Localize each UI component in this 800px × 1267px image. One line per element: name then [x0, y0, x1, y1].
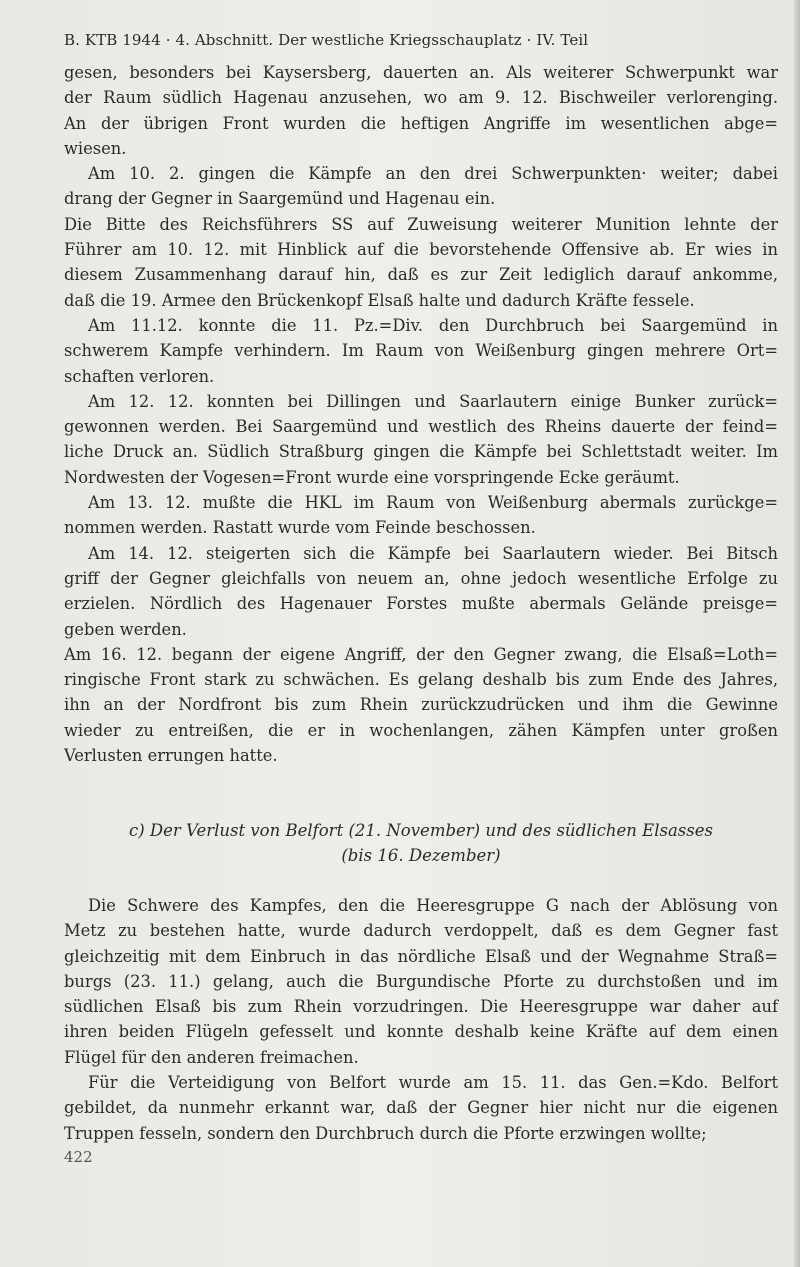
text-line: drang der Gegner in Saargemünd und Hagenau ein. — [64, 189, 496, 209]
paragraph — [64, 60, 778, 161]
text-line: griff der Gegner gleichfalls von neuem an, ohne jedoch wesentliche Erfolge zu — [64, 568, 778, 588]
text-line: ihn an der Nordfront bis zum Rhein zurückzudrücken und ihm die Gewinne — [64, 695, 778, 715]
running-header: B. KTB 1944 · 4. Abschnitt. Der westliche Kriegsschauplatz · IV. Teil — [64, 31, 589, 49]
text-line: Nordwesten der Vogesen=Front wurde eine vorspringende Ecke geräumt. — [64, 467, 680, 487]
text-line: nommen werden. Rastatt wurde vom Feinde beschossen. — [64, 518, 536, 538]
paragraph — [64, 313, 778, 389]
section-heading-line-1: c) Der Verlust von Belfort (21. November) und des südlichen Elsasses — [129, 821, 713, 840]
text-line: gebildet, da nunmehr erkannt war, daß der Gegner hier nicht nur die eigenen — [64, 1098, 778, 1118]
text-line: gesen, besonders bei Kaysersberg, dauerten an. Als weiterer Schwerpunkt war — [64, 63, 778, 82]
text-line: wiesen. — [64, 138, 127, 158]
text-line: Am 14. 12. steigerten sich die Kämpfe bei Saarlautern wieder. Bei Bitsch — [88, 543, 778, 563]
text-line: Flügel für den anderen freimachen. — [64, 1047, 359, 1067]
text-line: liche Druck an. Südlich Straßburg gingen die Kämpfe bei Schlettstadt weiter. Im — [64, 442, 778, 462]
paragraph — [64, 541, 778, 642]
text-line: Für die Verteidigung von Belfort wurde am 15. 11. das Gen.=Kdo. Belfort — [88, 1073, 778, 1093]
text-line: An der übrigen Front wurden die heftigen Angriffe im wesentlichen abge= — [64, 113, 778, 133]
text-line: ringische Front stark zu schwächen. Es gelang deshalb bis zum Ende des Jahres, — [64, 670, 778, 690]
text-line: geben werden. — [64, 619, 187, 639]
text-line: Metz zu bestehen hatte, wurde dadurch verdoppelt, daß es dem Gegner fast — [64, 921, 778, 941]
text-line: Am 16. 12. begann der eigene Angriff, der den Gegner zwang, die Elsaß=Loth= — [64, 644, 778, 664]
body-text-section-1 — [64, 60, 778, 768]
paragraph — [64, 212, 778, 313]
text-line: Truppen fesseln, sondern den Durchbruch durch die Pforte erzwingen wollte; — [64, 1123, 707, 1143]
paragraph — [64, 1070, 778, 1146]
text-line: wieder zu entreißen, die er in wochenlangen, zähen Kämpfen unter großen — [64, 720, 778, 740]
page-edge-shadow — [794, 0, 800, 1267]
text-line: Am 13. 12. mußte die HKL im Raum von Weißenburg abermals zurückge= — [88, 493, 778, 513]
text-line: Führer am 10. 12. mit Hinblick auf die bevorstehende Offensive ab. Er wies in — [64, 240, 778, 260]
text-line: Die Schwere des Kampfes, den die Heeresgruppe G nach der Ablösung von — [88, 896, 778, 915]
section-heading — [64, 818, 778, 869]
text-line: Verlusten errungen hatte. — [64, 746, 278, 766]
page-number: 422 — [64, 1148, 93, 1166]
paragraph — [64, 893, 778, 1070]
text-line: südlichen Elsaß bis zum Rhein vorzudringen. Die Heeresgruppe war daher auf — [64, 997, 778, 1017]
text-line: Die Bitte des Reichsführers SS auf Zuweisung weiterer Munition lehnte der — [64, 214, 778, 234]
paragraph — [64, 389, 778, 490]
text-line: daß die 19. Armee den Brückenkopf Elsaß halte und dadurch Kräfte fessele. — [64, 290, 695, 310]
text-line: burgs (23. 11.) gelang, auch die Burgundische Pforte zu durchstoßen und im — [64, 971, 778, 991]
paragraph — [64, 642, 778, 768]
text-line: ihren beiden Flügeln gefesselt und konnte deshalb keine Kräfte auf dem einen — [64, 1022, 778, 1042]
text-line: erzielen. Nördlich des Hagenauer Forstes mußte abermals Gelände preisge= — [64, 594, 778, 614]
paragraph — [64, 161, 778, 212]
text-line: gewonnen werden. Bei Saargemünd und westlich des Rheins dauerte der feind= — [64, 417, 778, 437]
text-line: Am 10. 2. gingen die Kämpfe an den drei Schwerpunkten· weiter; dabei — [88, 164, 778, 184]
text-line: Am 11.12. konnte die 11. Pz.=Div. den Durchbruch bei Saargemünd in — [88, 315, 778, 335]
text-line: Am 12. 12. konnten bei Dillingen und Saarlautern einige Bunker zurück= — [88, 391, 778, 411]
body-text-section-2 — [64, 893, 778, 1146]
section-heading-line-2: (bis 16. Dezember) — [341, 846, 501, 866]
text-line: gleichzeitig mit dem Einbruch in das nördliche Elsaß und der Wegnahme Straß= — [64, 946, 778, 966]
text-line: schwerem Kampfe verhindern. Im Raum von Weißenburg gingen mehrere Ort= — [64, 341, 778, 361]
paragraph — [64, 490, 778, 541]
text-line: schaften verloren. — [64, 366, 215, 386]
text-line: diesem Zusammenhang darauf hin, daß es zur Zeit lediglich darauf ankomme, — [64, 265, 778, 285]
text-line: der Raum südlich Hagenau anzusehen, wo am 9. 12. Bischweiler verlorenging. — [64, 88, 778, 108]
